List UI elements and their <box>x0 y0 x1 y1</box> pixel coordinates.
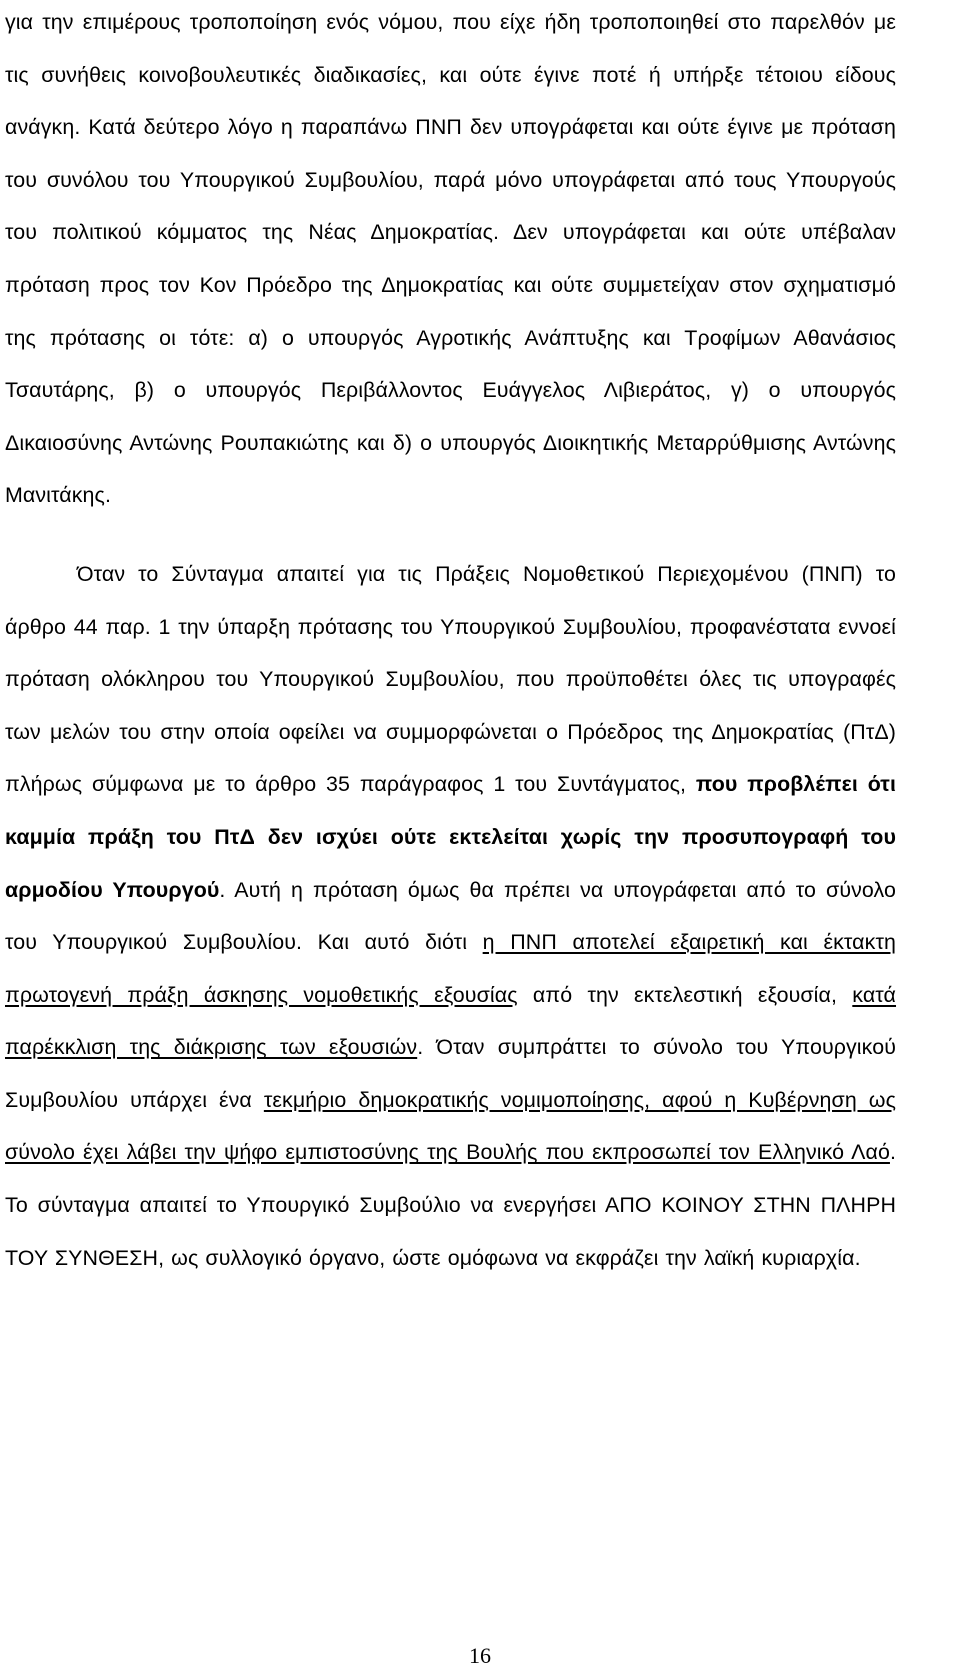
paragraph-text: . Όταν συμπράττει το σύνολο του Υπουργικού Συμβουλίου υπάρχει ένα <box>5 1035 896 1112</box>
underlined-emphasis: η ΠΝΠ αποτελεί εξαιρετική και έκτακτη πρωτογενή πράξη άσκησης νομοθετικής εξουσίας <box>5 930 896 1007</box>
paragraph-text: από την εκτελεστική εξουσία, <box>517 982 853 1007</box>
paragraph-text: Όταν το Σύνταγμα απαιτεί για τις Πράξεις Νομοθετικού Περιεχομένου (ΠΝΠ) το άρθρο 44 παρ. 1 την ύπαρξη πρότασης του Υπουργικού Συμβουλίου, προφανέστατα εννοεί πρόταση ολόκληρου του Υπουργικού Συμβουλίου, που προϋποθέτει όλες τις υπογραφές των μελών του στην οποία οφείλει να συμμορφώνεται ο Πρόεδρος της Δημοκρατίας (ΠτΔ) πλήρως σύμφωνα με το άρθρο 35 παράγραφος 1 του Συντάγματος, <box>5 561 896 797</box>
paragraph-text: . Αυτή η πρόταση όμως θα πρέπει να υπογράφεται από το σύνολο του Υπουργικού Συμβουλίου. Και αυτό διότι <box>5 877 896 955</box>
underlined-emphasis: τεκμήριο δημοκρατικής νομιμοποίησης, αφού η Κυβέρνηση ως σύνολο έχει λάβει την ψήφο εμπιστοσύνης της Βουλής που εκπροσωπεί τον Ελληνικό Λαό <box>5 1087 896 1165</box>
paragraph-text: . Το σύνταγμα απαιτεί το Υπουργικό Συμβούλιο να ενεργήσει ΑΠΟ ΚΟΙΝΟΥ ΣΤΗΝ ΠΛΗΡΗ ΤΟΥ ΣΥΝΘΕΣΗ, ως συλλογικό όργανο, ώστε ομόφωνα να εκφράζει την λαϊκή κυριαρχία. <box>5 1140 896 1270</box>
page-number: 16 <box>469 1643 491 1668</box>
underlined-emphasis: κατά παρέκκλιση της διάκρισης των εξουσιών <box>5 982 897 1060</box>
paragraph-continued: για την επιμέρους τροποποίηση ενός νόμου, που είχε ήδη τροποποιηθεί στο παρελθόν με τις συνήθεις κοινοβουλευτικές διαδικασίες, και ούτε έγινε ποτέ ή υπήρξε τέτοιου είδους ανάγκη. Κατά δεύτερο λόγο η παραπάνω ΠΝΠ δεν υπογράφεται και ούτε έγινε με πρόταση του συνόλου του Υπουργικού Συμβουλίου, παρά μόνο υπογράφεται από τους Υπουργούς του πολιτικού κόμματος της Νέας Δημοκρατίας. Δεν υπογράφεται και ούτε υπέβαλαν πρόταση προς τον Κον Πρόεδρο της Δημοκρατίας και ούτε συμμετείχαν στον σχηματισμό της πρότασης οι τότε: α) ο υπουργός Αγροτικής Ανάπτυξης και Τροφίμων Αθανάσιος Τσαυτάρης, β) ο υπουργός Περιβάλλοντος Ευάγγελος Λιβιεράτος, γ) ο υπουργός Δικαιοσύνης Αντώνης Ρουπακιώτης και δ) ο υπουργός Διοικητικής Μεταρρύθμισης Αντώνης Μανιτάκης. <box>5 10 896 508</box>
paragraph-constitution <box>5 548 896 1284</box>
document-page <box>5 0 896 1284</box>
bold-emphasis: που προβλέπει ότι καμμία πράξη του ΠτΔ δεν ισχύει ούτε εκτελείται χωρίς την προσυπογραφή του αρμοδίου Υπουργού <box>5 772 896 902</box>
